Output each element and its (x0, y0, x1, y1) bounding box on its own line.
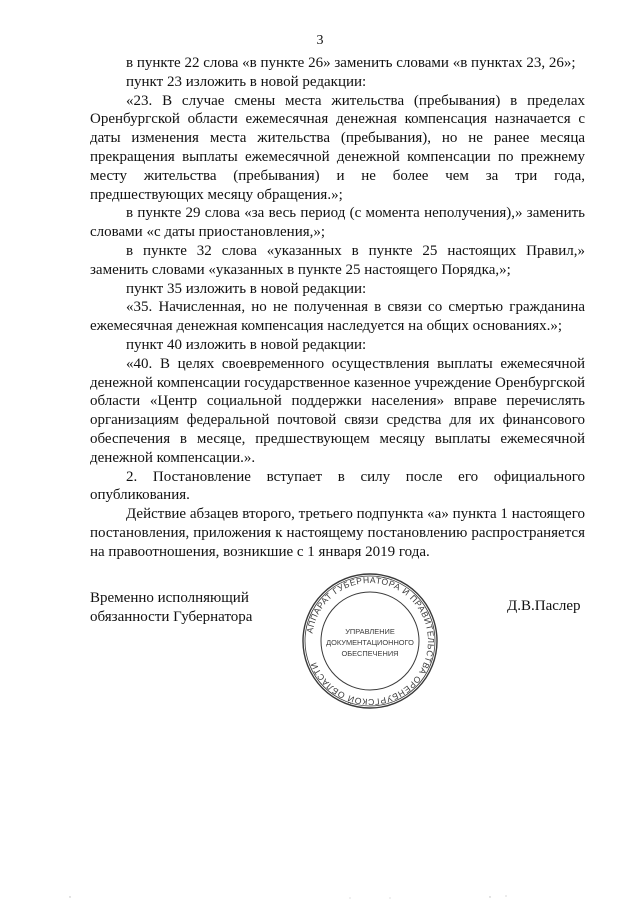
paragraph: в пункте 32 слова «указанных в пункте 25 настоящих Правил,» заменить словами «указанных в пункте 25 настоящего Порядка,»; (90, 242, 585, 278)
stamp-ring-text: АППАРАТ ГУБЕРНАТОРА И ПРАВИТЕЛЬСТВА ОРЕНБУРГСКОЙ ОБЛАСТИ (304, 574, 437, 708)
paragraph: пункт 23 изложить в новой редакции: (126, 73, 367, 90)
signatory-name: Д.В.Паслер (507, 598, 581, 614)
signatory-position-line: Временно исполняющий (90, 590, 249, 606)
page-number: 3 (316, 33, 324, 48)
stamp-center-line: ОБЕСПЕЧЕНИЯ (341, 649, 399, 658)
signatory-position-line: обязанности Губернатора (90, 609, 253, 625)
official-stamp (300, 571, 440, 711)
paragraph: «35. Начисленная, но не полученная в связи со смертью гражданина ежемесячная денежная компенсация наследуется на общих основаниях.»; (90, 299, 585, 335)
paragraph: «40. В целях своевременного осуществления выплаты ежемесячной денежной компенсации государственное казенное учреждение Оренбургской области «Центр социальной поддержки населения» вправе перечислять организациям федеральной почтовой связи средства для их финансового обеспечения в месяце, предшествующем месяцу выплаты ежемесячной денежной компенсации.». (90, 355, 585, 466)
scan-dots (60, 893, 600, 903)
paragraph: Действие абзацев второго, третьего подпункта «а» пункта 1 настоящего постановления, приложения к настоящему постановлению распространяется на правоотношения, возникшие с 1 января 2019 года. (90, 506, 585, 560)
stamp-graphic (300, 571, 440, 711)
paragraph: пункт 35 изложить в новой редакции: (126, 280, 367, 297)
stamp-center-line: УПРАВЛЕНИЕ (345, 627, 395, 636)
scan-artifacts (60, 890, 600, 900)
paragraph: 2. Постановление вступает в силу после его официального опубликования. (90, 468, 585, 504)
paragraph: «23. В случае смены места жительства (пребывания) в пределах Оренбургской области ежемесячная денежная компенсация назначается с даты изменения места жительства (пребывания), но не ранее месяца прекращения выплаты ежемесячной денежной компенсации по прежнему месту жительства (пребывания) и не более чем за три года, предшествующих месяцу обращения.»; (90, 92, 585, 203)
paragraph: пункт 40 изложить в новой редакции: (126, 336, 367, 353)
signatory-position (90, 589, 252, 627)
stamp-center-line: ДОКУМЕНТАЦИОННОГО (326, 638, 414, 647)
paragraph: в пункте 29 слова «за весь период (с момента неполучения),» заменить словами «с даты приостановления,»; (90, 205, 585, 241)
paragraph: в пункте 22 слова «в пункте 26» заменить словами «в пунктах 23, 26»; (126, 55, 576, 71)
document-body (90, 54, 585, 562)
